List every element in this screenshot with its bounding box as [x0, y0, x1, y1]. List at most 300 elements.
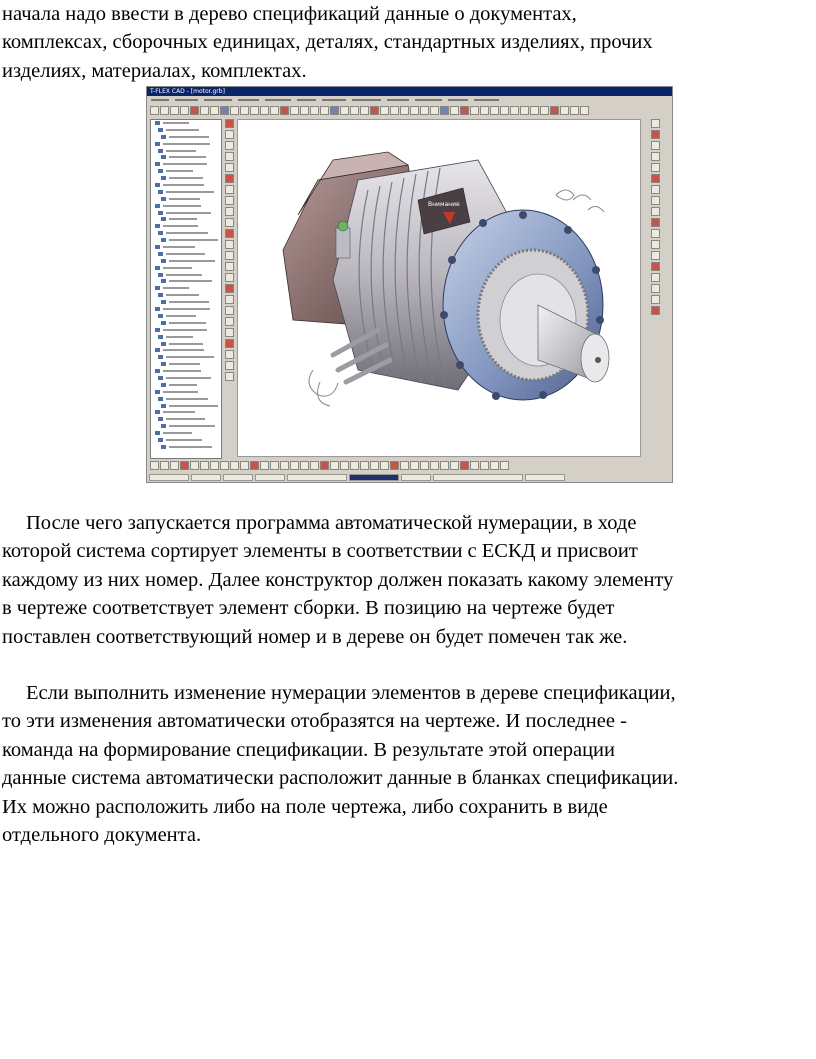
status-segment [349, 474, 399, 481]
toolbar-icon [250, 461, 259, 470]
toolbar-icon [170, 461, 179, 470]
tree-node-icon [161, 342, 166, 346]
toolbar-icon [400, 461, 409, 470]
tree-node-icon [161, 197, 166, 201]
toolbar-icon [570, 106, 579, 115]
toolbar-icon [225, 163, 234, 172]
tree-node [161, 258, 221, 264]
toolbar-icon [210, 106, 219, 115]
toolbar-icon [440, 106, 449, 115]
tree-node-icon [155, 348, 160, 352]
tree-node-label [163, 122, 189, 124]
text-line: данные система автоматически расположит данные в бланках спецификации. [2, 767, 679, 790]
model-label: Внимание [428, 201, 460, 208]
tree-node-label [166, 253, 205, 255]
toolbar-icon [651, 229, 660, 238]
tree-node-icon [155, 183, 160, 187]
toolbar-icon [530, 106, 539, 115]
toolbar-icon [225, 141, 234, 150]
tree-node [158, 313, 221, 319]
toolbar-icon [225, 350, 234, 359]
tree-node [158, 292, 221, 298]
status-segment [433, 474, 523, 481]
tree-node-icon [161, 383, 166, 387]
toolbar-icon [380, 106, 389, 115]
menu-item [151, 99, 169, 101]
tree-node-icon [155, 390, 160, 394]
toolbar-icon [270, 106, 279, 115]
tree-node [158, 375, 221, 381]
toolbar-icon [210, 461, 219, 470]
text-line: начала надо ввести в дерево спецификаций данные о документах, [2, 3, 577, 25]
tree-node-label [163, 349, 204, 351]
tree-node [155, 285, 221, 291]
cad-right-toolbar [643, 119, 667, 319]
toolbar-icon [580, 106, 589, 115]
tree-node-icon [155, 121, 160, 125]
toolbar-icon [240, 106, 249, 115]
tree-node [158, 230, 221, 236]
status-segment [525, 474, 565, 481]
toolbar-icon [460, 461, 469, 470]
text-line: Если выполнить изменение нумерации элементов в дереве спецификации, [26, 682, 676, 704]
tree-node-label [163, 267, 192, 269]
toolbar-icon [300, 106, 309, 115]
toolbar-icon [200, 106, 209, 115]
tree-node [161, 444, 221, 450]
toolbar-icon [651, 207, 660, 216]
tree-node [158, 189, 221, 195]
toolbar-icon [510, 106, 519, 115]
tree-node-icon [158, 190, 163, 194]
tree-node-label [169, 218, 197, 220]
tree-node-icon [158, 293, 163, 297]
toolbar-icon [651, 130, 660, 139]
tree-node-label [166, 274, 202, 276]
tree-node-label [166, 170, 193, 172]
tree-node-label [163, 246, 195, 248]
tree-node-icon [158, 438, 163, 442]
tree-node-label [163, 163, 207, 165]
text-line: команда на формирование спецификации. В результате этой операции [2, 738, 615, 761]
toolbar-icon [350, 461, 359, 470]
toolbar-icon [410, 106, 419, 115]
tree-node-label [169, 363, 200, 365]
tree-node-icon [155, 245, 160, 249]
tree-node-icon [155, 369, 160, 373]
toolbar-icon [225, 317, 234, 326]
menu-item [415, 99, 442, 101]
toolbar-icon [160, 461, 169, 470]
toolbar-icon [480, 461, 489, 470]
tree-node [158, 416, 221, 422]
toolbar-icon [651, 284, 660, 293]
toolbar-icon [250, 106, 259, 115]
toolbar-icon [200, 461, 209, 470]
tree-node-label [163, 329, 207, 331]
toolbar-icon [430, 106, 439, 115]
tree-node [158, 354, 221, 360]
toolbar-icon [540, 106, 549, 115]
tree-node-label [166, 336, 193, 338]
tree-node-icon [158, 128, 163, 132]
tree-node-icon [158, 417, 163, 421]
status-segment [255, 474, 285, 481]
text-line: которой система сортирует элементы в соответствии с ЕСКД и присвоит [2, 540, 638, 563]
toolbar-icon [225, 218, 234, 227]
tree-node [161, 423, 221, 429]
menu-item [474, 99, 499, 101]
toolbar-icon [410, 461, 419, 470]
tree-node [155, 409, 221, 415]
tree-node-label [163, 184, 204, 186]
tree-node-label [163, 205, 201, 207]
cad-status-bar [147, 472, 672, 482]
toolbar-icon [160, 106, 169, 115]
toolbar-icon [490, 461, 499, 470]
tree-node-icon [158, 231, 163, 235]
toolbar-icon [225, 174, 234, 183]
tree-node-label [169, 198, 200, 200]
toolbar-icon [330, 106, 339, 115]
tree-node-icon [161, 238, 166, 242]
tree-node-label [166, 191, 214, 193]
tree-node [161, 154, 221, 160]
status-segment [401, 474, 431, 481]
cad-toolbar [147, 103, 672, 117]
text-line: комплексах, сборочных единицах, деталях, стандартных изделиях, прочих [2, 31, 653, 54]
tree-node [158, 437, 221, 443]
tree-node-label [169, 136, 209, 138]
tree-node-icon [158, 397, 163, 401]
tree-node-icon [155, 224, 160, 228]
cad-window-title: T-FLEX CAD - [motor.grb] [147, 87, 672, 96]
tree-node-icon [161, 424, 166, 428]
toolbar-icon [320, 461, 329, 470]
tree-node-label [169, 343, 203, 345]
toolbar-icon [370, 461, 379, 470]
menu-item [204, 99, 232, 101]
toolbar-icon [340, 106, 349, 115]
toolbar-icon [440, 461, 449, 470]
tree-node [161, 320, 221, 326]
tree-node [161, 403, 221, 409]
toolbar-icon [225, 185, 234, 194]
menu-item [448, 99, 468, 101]
toolbar-icon [150, 106, 159, 115]
toolbar-icon [380, 461, 389, 470]
menu-item [322, 99, 346, 101]
toolbar-icon [225, 119, 234, 128]
tree-node-label [166, 232, 208, 234]
toolbar-icon [225, 251, 234, 260]
tree-node-label [166, 398, 208, 400]
cad-specification-tree [150, 119, 222, 459]
tree-node-label [169, 446, 212, 448]
text-line: каждому из них номер. Далее конструктор должен показать какому элементу [2, 568, 674, 591]
paragraph-specification [2, 679, 814, 849]
status-segment [149, 474, 189, 481]
tree-node-icon [158, 314, 163, 318]
tree-node-icon [155, 328, 160, 332]
tree-node-icon [161, 321, 166, 325]
tree-node-icon [155, 142, 160, 146]
text-line: то эти изменения автоматически отобразятся на чертеже. И последнее - [2, 710, 627, 733]
toolbar-icon [420, 106, 429, 115]
tree-node [158, 127, 221, 133]
toolbar-icon [260, 461, 269, 470]
toolbar-icon [225, 152, 234, 161]
tree-node-icon [158, 169, 163, 173]
toolbar-icon [225, 229, 234, 238]
toolbar-icon [240, 461, 249, 470]
toolbar-icon [220, 106, 229, 115]
toolbar-icon [651, 152, 660, 161]
tree-node [158, 251, 221, 257]
toolbar-icon [651, 119, 660, 128]
tree-node [158, 210, 221, 216]
tree-node-label [166, 150, 196, 152]
cad-menu-bar [147, 96, 672, 103]
toolbar-icon [390, 461, 399, 470]
tree-node [158, 168, 221, 174]
tree-node-icon [161, 362, 166, 366]
tree-node-label [169, 156, 206, 158]
tree-node-icon [158, 273, 163, 277]
cad-left-toolbar [223, 119, 235, 457]
tree-node [161, 134, 221, 140]
toolbar-icon [225, 328, 234, 337]
tree-node [161, 341, 221, 347]
tree-node-label [169, 301, 209, 303]
tree-node [155, 430, 221, 436]
toolbar-icon [651, 295, 660, 304]
tree-node-label [166, 418, 205, 420]
paragraph-numbering [2, 509, 814, 651]
tree-node-label [166, 315, 196, 317]
text-line: поставлен соответствующий номер и в дереве он будет помечен так же. [2, 625, 628, 648]
tree-node [161, 382, 221, 388]
tree-node-label [163, 287, 189, 289]
toolbar-icon [225, 339, 234, 348]
toolbar-icon [280, 461, 289, 470]
cad-screenshot-figure [146, 86, 673, 483]
tree-node [155, 182, 221, 188]
status-segment [223, 474, 253, 481]
tree-node-label [166, 212, 211, 214]
toolbar-icon [350, 106, 359, 115]
tree-node-label [163, 391, 198, 393]
tree-node [161, 216, 221, 222]
toolbar-icon [225, 284, 234, 293]
toolbar-icon [230, 461, 239, 470]
toolbar-icon [225, 240, 234, 249]
tree-node-label [169, 405, 218, 407]
toolbar-icon [480, 106, 489, 115]
tree-node [155, 203, 221, 209]
toolbar-icon [651, 218, 660, 227]
tree-node [158, 272, 221, 278]
toolbar-icon [651, 196, 660, 205]
tree-node [155, 389, 221, 395]
toolbar-icon [190, 106, 199, 115]
tree-node [155, 265, 221, 271]
tree-node [155, 347, 221, 353]
tree-node [155, 327, 221, 333]
tree-node-icon [161, 135, 166, 139]
menu-item [352, 99, 381, 101]
toolbar-icon [225, 295, 234, 304]
tree-node [161, 299, 221, 305]
toolbar-icon [420, 461, 429, 470]
toolbar-icon [300, 461, 309, 470]
tree-node-label [163, 370, 201, 372]
tree-node-label [163, 432, 192, 434]
tree-node-label [169, 425, 215, 427]
toolbar-icon [651, 174, 660, 183]
toolbar-icon [500, 106, 509, 115]
text-line: изделиях, материалах, комплектах. [2, 59, 307, 82]
toolbar-icon [651, 163, 660, 172]
toolbar-icon [280, 106, 289, 115]
tree-node-icon [155, 431, 160, 435]
tree-node [158, 334, 221, 340]
tree-node-icon [158, 252, 163, 256]
tree-node [155, 244, 221, 250]
toolbar-icon [330, 461, 339, 470]
tree-node-label [166, 129, 199, 131]
tree-node-label [166, 439, 202, 441]
tree-node [161, 361, 221, 367]
text-line: После чего запускается программа автоматической нумерации, в ходе [26, 512, 637, 534]
toolbar-icon [225, 361, 234, 370]
toolbar-icon [190, 461, 199, 470]
toolbar-icon [550, 106, 559, 115]
tree-node-icon [161, 259, 166, 263]
tree-node [158, 396, 221, 402]
tree-node-icon [158, 376, 163, 380]
tree-node [161, 196, 221, 202]
toolbar-icon [651, 306, 660, 315]
toolbar-icon [651, 141, 660, 150]
toolbar-icon [225, 130, 234, 139]
toolbar-icon [651, 240, 660, 249]
toolbar-icon [560, 106, 569, 115]
tree-node-icon [155, 266, 160, 270]
tree-node-icon [155, 410, 160, 414]
toolbar-icon [310, 461, 319, 470]
tree-node-label [163, 143, 210, 145]
toolbar-icon [651, 262, 660, 271]
tree-node-icon [155, 286, 160, 290]
menu-item [238, 99, 259, 101]
toolbar-icon [500, 461, 509, 470]
toolbar-icon [651, 185, 660, 194]
tree-node-icon [161, 445, 166, 449]
toolbar-icon [225, 196, 234, 205]
tree-node-icon [161, 217, 166, 221]
toolbar-icon [290, 461, 299, 470]
tree-node-label [169, 177, 203, 179]
tree-node-icon [161, 279, 166, 283]
tree-node-label [163, 225, 198, 227]
toolbar-icon [490, 106, 499, 115]
toolbar-icon [430, 461, 439, 470]
toolbar-icon [470, 461, 479, 470]
toolbar-icon [651, 273, 660, 282]
toolbar-icon [225, 306, 234, 315]
tree-node [161, 175, 221, 181]
tree-node [155, 223, 221, 229]
toolbar-icon [370, 106, 379, 115]
toolbar-icon [180, 106, 189, 115]
tree-node-icon [155, 162, 160, 166]
toolbar-icon [270, 461, 279, 470]
toolbar-icon [450, 106, 459, 115]
tree-node-icon [158, 335, 163, 339]
toolbar-icon [320, 106, 329, 115]
toolbar-icon [340, 461, 349, 470]
tree-node-label [166, 294, 199, 296]
tree-node-icon [161, 155, 166, 159]
tree-node-icon [161, 176, 166, 180]
toolbar-icon [470, 106, 479, 115]
tree-node [155, 306, 221, 312]
tree-node-label [169, 239, 218, 241]
tree-node [155, 120, 221, 126]
toolbar-icon [225, 262, 234, 271]
toolbar-icon [520, 106, 529, 115]
tree-node-label [163, 308, 210, 310]
toolbar-icon [390, 106, 399, 115]
toolbar-icon [170, 106, 179, 115]
tree-node-icon [161, 300, 166, 304]
tree-node-label [166, 356, 214, 358]
tree-node-label [166, 377, 211, 379]
tree-node [155, 141, 221, 147]
toolbar-icon [150, 461, 159, 470]
tree-node [161, 278, 221, 284]
tree-node-label [169, 260, 215, 262]
toolbar-icon [260, 106, 269, 115]
toolbar-icon [290, 106, 299, 115]
tree-node-label [169, 384, 197, 386]
menu-item [387, 99, 409, 101]
tree-node-icon [161, 404, 166, 408]
toolbar-icon [360, 106, 369, 115]
motor-assembly-model [238, 120, 640, 456]
tree-node [155, 368, 221, 374]
menu-item [297, 99, 316, 101]
text-line: отдельного документа. [2, 824, 202, 847]
toolbar-icon [651, 251, 660, 260]
toolbar-icon [220, 461, 229, 470]
tree-node [158, 148, 221, 154]
toolbar-icon [400, 106, 409, 115]
tree-node-icon [158, 149, 163, 153]
tree-node [161, 237, 221, 243]
tree-node-icon [158, 355, 163, 359]
toolbar-icon [180, 461, 189, 470]
toolbar-icon [460, 106, 469, 115]
text-line: Их можно расположить либо на поле чертежа, либо сохранить в виде [2, 795, 608, 818]
status-segment [191, 474, 221, 481]
tree-node-icon [155, 204, 160, 208]
menu-item [265, 99, 291, 101]
cad-bottom-toolbar [147, 459, 672, 471]
toolbar-icon [225, 273, 234, 282]
toolbar-icon [225, 207, 234, 216]
